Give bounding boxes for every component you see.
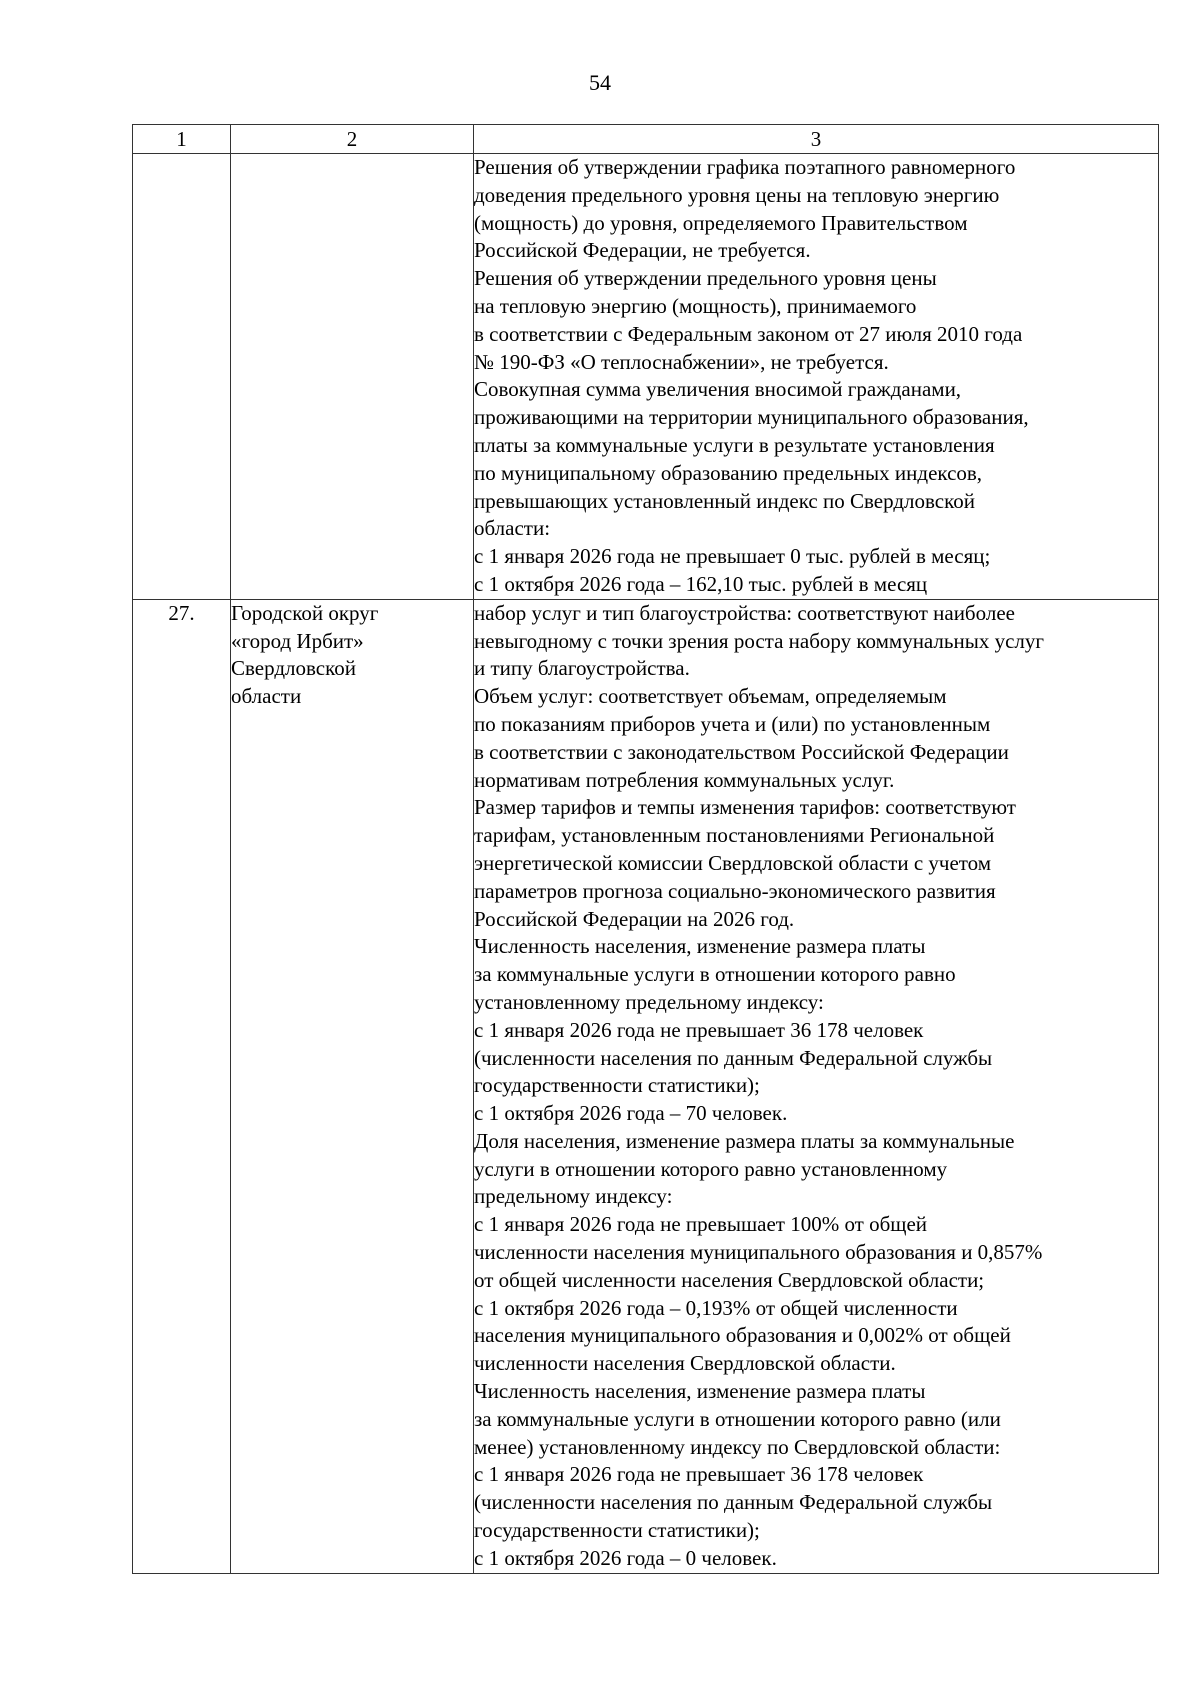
description-line: (численности населения по данным Федеральной службы — [474, 1490, 993, 1515]
description-line: с 1 января 2026 года не превышает 100% от общей — [474, 1212, 928, 1237]
municipality-line: области — [231, 684, 302, 709]
description-line: государственности статистики); — [474, 1073, 760, 1098]
description-line: невыгодному с точки зрения роста набору коммунальных услуг — [474, 628, 1045, 653]
description-line: нормативам потребления коммунальных услуг. — [474, 767, 895, 792]
description-line: (мощность) до уровня, определяемого Правительством — [474, 210, 968, 235]
description-line: № 190-ФЗ «О теплоснабжении», не требуется. — [474, 349, 889, 374]
table-header-row — [133, 125, 1159, 154]
description-line: по показаниям приборов учета и (или) по установленным — [474, 711, 991, 736]
description-line: предельному индексу: — [474, 1184, 673, 1209]
column-header-1: 1 — [133, 125, 231, 154]
description-line: с 1 января 2026 года не превышает 36 178 человек — [474, 1462, 924, 1487]
row-number-cell: 27. — [133, 599, 231, 1573]
description-line: от общей численности населения Свердловской области; — [474, 1267, 985, 1292]
description-line: Российской Федерации, не требуется. — [474, 238, 811, 263]
description-line: населения муниципального образования и 0,002% от общей — [474, 1323, 1011, 1348]
row-number-cell — [133, 154, 231, 600]
description-cell — [474, 154, 1159, 600]
description-line: с 1 января 2026 года не превышает 0 тыс. рублей в месяц; — [474, 544, 991, 569]
column-header-2: 2 — [231, 125, 474, 154]
description-line: установленному предельному индексу: — [474, 989, 824, 1014]
description-line: в соответствии с законодательством Российской Федерации — [474, 739, 1009, 764]
description-line: энергетической комиссии Свердловской области с учетом — [474, 850, 992, 875]
description-line: превышающих установленный индекс по Свердловской — [474, 488, 975, 513]
description-line: параметров прогноза социально-экономического развития — [474, 878, 996, 903]
description-line: доведения предельного уровня цены на тепловую энергию — [474, 182, 1000, 207]
description-line: набор услуг и тип благоустройства: соответствуют наиболее — [474, 600, 1015, 625]
description-line: за коммунальные услуги в отношении которого равно (или — [474, 1406, 1001, 1431]
description-line: Численность населения, изменение размера платы — [474, 1379, 926, 1404]
description-line: с 1 октября 2026 года – 162,10 тыс. рублей в месяц — [474, 571, 928, 596]
description-line: численности населения Свердловской области. — [474, 1351, 896, 1376]
description-line: с 1 октября 2026 года – 0 человек. — [474, 1545, 777, 1570]
description-line: (численности населения по данным Федеральной службы — [474, 1045, 993, 1070]
municipality-line: Городской округ — [231, 600, 379, 625]
description-line: с 1 октября 2026 года – 70 человек. — [474, 1101, 788, 1126]
description-line: менее) установленному индексу по Свердловской области: — [474, 1434, 1001, 1459]
municipality-line: «город Ирбит» — [231, 628, 364, 653]
table-row — [133, 154, 1159, 600]
description-line: с 1 января 2026 года не превышает 36 178 человек — [474, 1017, 924, 1042]
description-line: государственности статистики); — [474, 1518, 760, 1543]
column-header-3: 3 — [474, 125, 1159, 154]
document-table — [132, 124, 1159, 1574]
description-line: Решения об утверждении предельного уровня цены — [474, 266, 937, 291]
description-line: проживающими на территории муниципального образования, — [474, 405, 1029, 430]
description-line: по муниципальному образованию предельных индексов, — [474, 460, 983, 485]
description-line: платы за коммунальные услуги в результате установления — [474, 432, 995, 457]
description-line: на тепловую энергию (мощность), принимаемого — [474, 293, 917, 318]
description-line: области: — [474, 516, 551, 541]
description-line: Российской Федерации на 2026 год. — [474, 906, 795, 931]
description-cell — [474, 599, 1159, 1573]
description-line: и типу благоустройства. — [474, 656, 690, 681]
table-row — [133, 599, 1159, 1573]
description-line: численности населения муниципального образования и 0,857% — [474, 1240, 1043, 1265]
description-line: Размер тарифов и темпы изменения тарифов: соответствуют — [474, 795, 1016, 820]
description-line: за коммунальные услуги в отношении которого равно — [474, 962, 956, 987]
description-line: услуги в отношении которого равно установленному — [474, 1156, 948, 1181]
municipality-cell — [231, 154, 474, 600]
description-line: Объем услуг: соответствует объемам, определяемым — [474, 684, 947, 709]
description-line: в соответствии с Федеральным законом от 27 июля 2010 года — [474, 321, 1023, 346]
description-line: Доля населения, изменение размера платы за коммунальные — [474, 1128, 1015, 1153]
description-line: с 1 октября 2026 года – 0,193% от общей численности — [474, 1295, 958, 1320]
description-line: тарифам, установленным постановлениями Региональной — [474, 823, 995, 848]
description-line: Совокупная сумма увеличения вносимой гражданами, — [474, 377, 962, 402]
page-number: 54 — [589, 70, 611, 95]
municipality-cell — [231, 599, 474, 1573]
municipality-line: Свердловской — [231, 656, 356, 681]
description-line: Численность населения, изменение размера платы — [474, 934, 926, 959]
description-line: Решения об утверждении графика поэтапного равномерного — [474, 155, 1016, 179]
